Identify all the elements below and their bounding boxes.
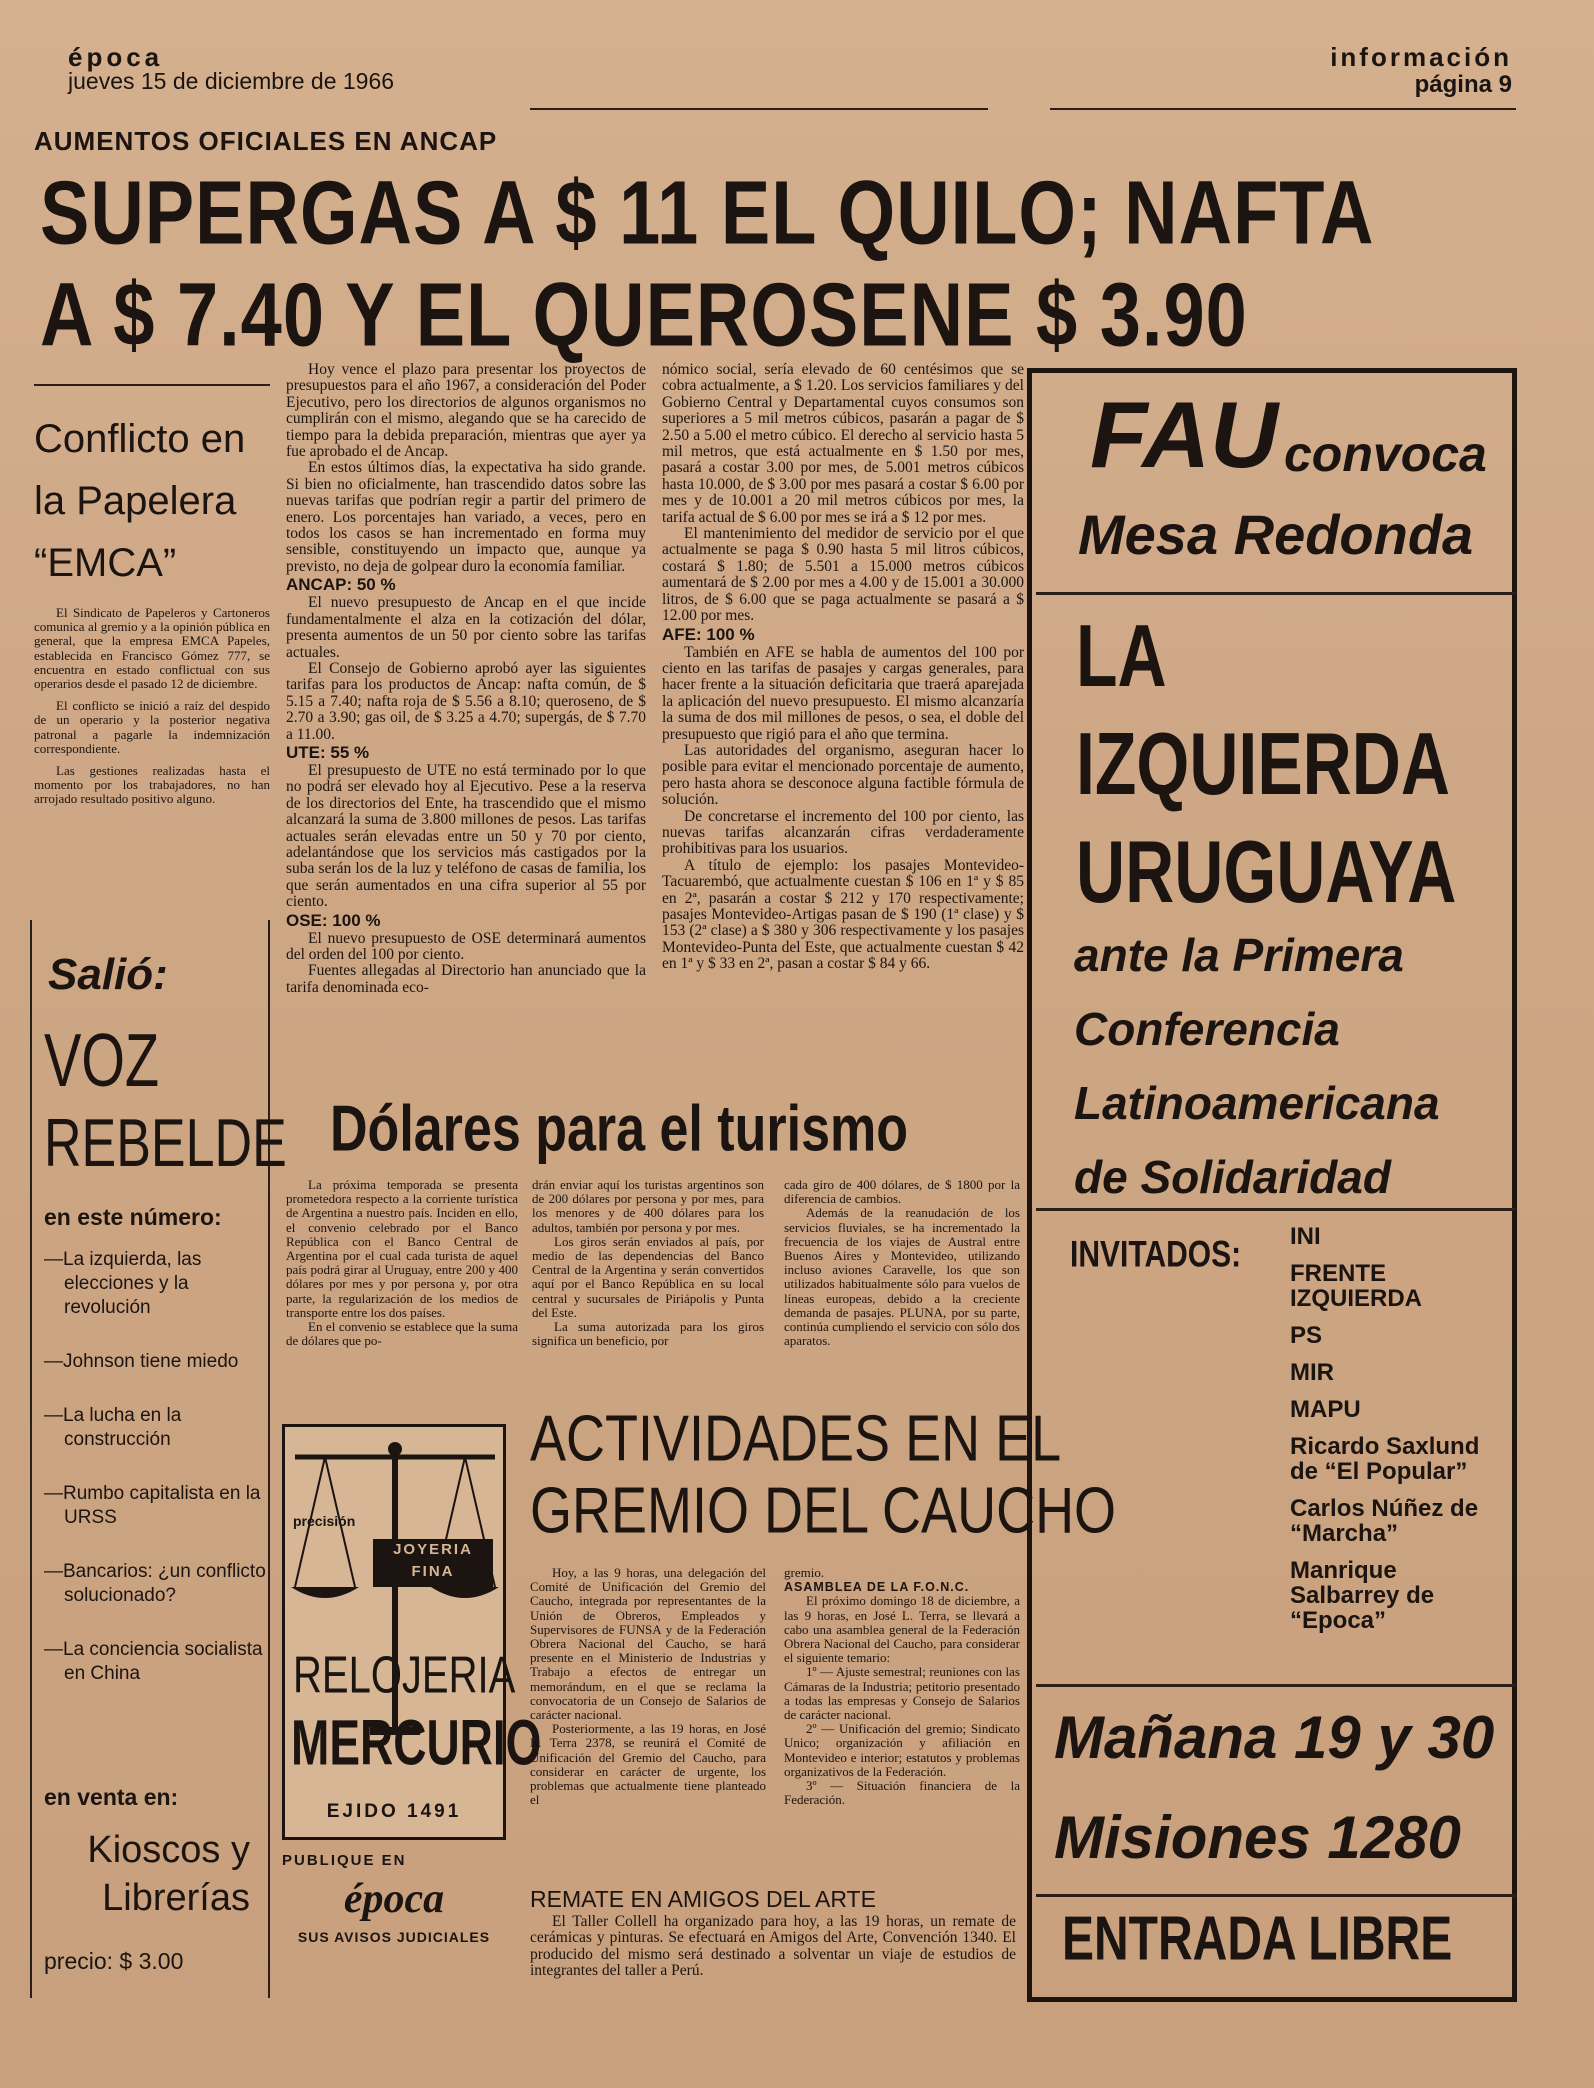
fau-uru-wrap bbox=[1076, 824, 1506, 932]
dolares-paragraph: Los giros serán enviados al país, por medio de las dependencias del Banco Central de la Argentina y serán convertidos aquí por el Banco República en su local central y sucursales de Piriápolis y Punta del Este. bbox=[532, 1233, 764, 1320]
caucho-title-line2: GREMIO DEL CAUCHO bbox=[530, 1474, 1117, 1547]
fau-name: FAU bbox=[1090, 382, 1278, 487]
fau-guest: PS bbox=[1290, 1322, 1323, 1349]
lead-paragraph: También en AFE se habla de aumentos del 100 por ciento en las tarifas de pasajes y cargas generales, para hacer frente a la situación deficitaria que traerá aparejada la aplicación del nuevo presupuesto. El mismo alcanzaría la suma de dos mil millones de pesos, o sea, el doble del presupuesto que rigió para el año que termina. bbox=[662, 643, 1024, 743]
voz-title-line2: REBELDE bbox=[44, 1106, 287, 1182]
papelera-paragraph: El Sindicato de Papeleros y Cartoneros comunica al gremio y a la opinión pública en general, que la empresa EMCA Papeles, establecida en Francisco Gómez 777, se encuentra en estado conflictual con sus operarios desde el pasado 12 de diciembre. bbox=[34, 605, 270, 692]
subhead-ancap: ANCAP: 50 % bbox=[286, 575, 396, 595]
dolares-paragraph: La suma autorizada para los giros significa un beneficio, por bbox=[532, 1319, 764, 1349]
voz-contents-item: —La lucha en la construcción bbox=[44, 1405, 182, 1450]
remate-article bbox=[530, 1914, 1016, 1980]
voz-contents-item: —La izquierda, las elecciones y la revolución bbox=[44, 1249, 202, 1318]
voz-title-line1: VOZ bbox=[44, 1017, 160, 1103]
fau-uruguaya: URUGUAYA bbox=[1076, 822, 1457, 922]
masthead-title: época bbox=[68, 42, 164, 72]
caucho-title-line2-wrap bbox=[530, 1474, 1117, 1548]
mercurio-address: EJIDO 1491 bbox=[326, 1801, 462, 1822]
fau-latinoamericana: Latinoamericana bbox=[1074, 1077, 1440, 1129]
dolares-paragraph: drán enviar aquí los turistas argentinos son de 200 dólares por persona y por mes, para los menores y de 400 dólares para los adultos, también por persona y por mes. bbox=[532, 1177, 764, 1235]
voz-venta-line1: Kioscos y bbox=[87, 1829, 250, 1871]
papelera-title-line1: Conflicto en bbox=[34, 417, 246, 461]
lead-headline-line2: A $ 7.40 Y EL QUEROSENE $ 3.90 bbox=[40, 263, 1248, 365]
fau-rule-1 bbox=[1036, 592, 1516, 595]
fau-mesa-redonda: Mesa Redonda bbox=[1078, 503, 1474, 566]
header-rule-left bbox=[530, 108, 988, 110]
caucho-paragraph: 3º — Situación financiera de la Federación. bbox=[784, 1778, 1020, 1808]
lead-paragraph: Hoy vence el plazo para presentar los proyectos de presupuestos para el año 1967, a consideración del Poder Ejecutivo, pero los directorios de algunos organismos no cumplirán con el mismo, alegando que se ha carecido de tiempo para la debida preparación, mientras que ayer ya fue aprobado el de Ancap. bbox=[286, 361, 646, 461]
caucho-title-line1: ACTIVIDADES EN EL bbox=[530, 1402, 1062, 1475]
caucho-column-1 bbox=[530, 1566, 766, 1807]
fau-conferencia: Conferencia bbox=[1074, 1003, 1340, 1055]
epoca-ad-line2: SUS AVISOS JUDICIALES bbox=[297, 1929, 491, 1945]
headline-line2-wrap bbox=[40, 263, 1440, 366]
mercurio-name-wrap bbox=[291, 1705, 542, 1787]
mercurio-relojeria: RELOJERIA bbox=[293, 1647, 516, 1705]
section-title: información bbox=[1330, 42, 1512, 72]
fau-date-time: Mañana 19 y 30 bbox=[1054, 1704, 1495, 1771]
dolares-paragraph: cada giro de 400 dólares, de $ 1800 por la diferencia de cambios. bbox=[784, 1177, 1020, 1207]
dolares-paragraph: La próxima temporada se presenta prometedora respecto a la corriente turística de Argentina a nuestro país. Inciden en ello, el convenio celebrado por el Banco República con el Banco Central de Argentina por el cual cada turista de aquel país podrá girar al Uruguay, entre 200 y 400 dólares por mes y por persona y, por otra parte, la regularización de los medios de transporte entre los dos países. bbox=[286, 1177, 518, 1320]
fau-guest: MIR bbox=[1290, 1359, 1334, 1386]
voz-box-right-border bbox=[268, 920, 270, 1998]
fau-ante: ante la Primera bbox=[1074, 929, 1404, 981]
fau-guest: Ricardo Saxlund de “El Popular” bbox=[1290, 1433, 1480, 1485]
dolares-title: Dólares para el turismo bbox=[330, 1092, 908, 1166]
voz-venta-places bbox=[30, 1826, 250, 1922]
fau-guest: FRENTE IZQUIERDA bbox=[1290, 1260, 1422, 1312]
voz-contents-item: —Bancarios: ¿un conflicto solucionado? bbox=[44, 1561, 266, 1606]
lead-headline-line1: SUPERGAS A $ 11 EL QUILO; NAFTA bbox=[40, 161, 1375, 263]
remate-title: REMATE EN AMIGOS DEL ARTE bbox=[530, 1886, 876, 1912]
mercurio-joyeria-badge bbox=[373, 1539, 493, 1587]
voz-contents-item: —Rumbo capitalista en la URSS bbox=[44, 1483, 261, 1528]
fau-entrada-wrap bbox=[1062, 1906, 1512, 1986]
caucho-paragraph: El próximo domingo 18 de diciembre, a las 9 horas, en José L. Terra, se llevará a cabo una asamblea general de la Federación Obrera Nacional del Caucho, para considerar el siguiente temario: bbox=[784, 1593, 1020, 1666]
mercurio-fina: FINA bbox=[411, 1563, 455, 1580]
mercurio-name: MERCURIO bbox=[291, 1705, 542, 1779]
caucho-paragraph: gremio. bbox=[784, 1565, 825, 1580]
caucho-column-2 bbox=[784, 1566, 1020, 1807]
dolares-column-2 bbox=[532, 1178, 764, 1348]
header-rule-right bbox=[1050, 108, 1516, 110]
caucho-paragraph: 2º — Unificación del gremio; Sindicato Unico; organización y afiliación en Montevideo e interior; estatutos y problemas organizativos de la Federación. bbox=[784, 1721, 1020, 1779]
lead-paragraph: nómico social, sería elevado de 60 centésimos que se cobra actualmente, a $ 1.20. Los servicios familiares y del Gobierno Central y Departamental cuyos consumos son superiores a 5 mil metros cúbicos, pasarán a pagar de $ 2.50 a 5.00 el metro cúbico. El derecho al servicio hasta 5 mil metros, que está actualmente en $ 1.50 por mes, pasará a costar 3.00 por mes, de 5.001 metros cúbicos hasta 10.000, de $ 3.00 por mes pasará a costar $ 6.00 por mes y de 10.001 a 20 mil metros cúbicos por mes, la tarifa actual de $ 6.00 por mes se irá a $ 12 por mes. bbox=[662, 361, 1024, 526]
mercurio-joyeria: JOYERIA bbox=[393, 1541, 473, 1558]
epoca-ad-line1: PUBLIQUE EN bbox=[282, 1852, 407, 1869]
fau-solidaridad: de Solidaridad bbox=[1074, 1151, 1391, 1203]
dolares-title-wrap bbox=[330, 1094, 990, 1176]
fau-la: LA bbox=[1076, 606, 1167, 706]
fau-rule-3 bbox=[1036, 1684, 1516, 1687]
fau-izquierda: IZQUIERDA bbox=[1076, 714, 1450, 814]
voz-title2-wrap bbox=[44, 1106, 287, 1206]
papelera-title bbox=[34, 408, 274, 594]
lead-paragraph: Fuentes allegadas al Directorio han anunciado que la tarifa denominada eco- bbox=[286, 962, 646, 996]
lead-kicker: AUMENTOS OFICIALES EN ANCAP bbox=[34, 126, 498, 156]
voz-en-venta: en venta en: bbox=[44, 1784, 179, 1810]
dolares-paragraph: Además de la reanudación de los servicios fluviales, se ha incrementado la frecuencia de los viajes de Austral entre Buenos Aires y Montevideo, utilizando incluso aviones Caravelle, los que son utilizados habitualmente sólo para vuelos de líneas europeas, debido a la creciente demanda de pasajes. PLUNA, por su parte, continúa cumpliendo el servicio con sólo dos aparatos. bbox=[784, 1205, 1020, 1349]
issue-date: jueves 15 de diciembre de 1966 bbox=[68, 68, 395, 94]
voz-price: precio: $ 3.00 bbox=[44, 1948, 184, 1974]
caucho-title bbox=[530, 1402, 1117, 1554]
voz-venta-line2: Librerías bbox=[102, 1877, 250, 1919]
dolares-column-3 bbox=[784, 1178, 1020, 1348]
fau-convoca: convoca bbox=[1284, 426, 1487, 482]
voz-salio: Salió: bbox=[48, 950, 168, 999]
lead-paragraph: El presupuesto de UTE no está terminado por lo que no podrá ser elevado hoy al Ejecutivo. Pese a la reserva de los directorios del Ente, ha trascendido que el mismo alcanzará la suma de 3.800 millones de pesos. Las tarifas actuales serán elevadas entre un 50 y 70 por ciento, adelantándose que los servicios más castigados por la suba serán los de la luz y teléfono de casas de familia, los que serán aumentados en una cifra superior al 55 por ciento. bbox=[286, 761, 646, 911]
caucho-paragraph: Hoy, a las 9 horas, una delegación del Comité de Unificación del Gremio del Caucho, integrada por representantes de la Unión de Obreros, Empleados y Supervisores de FUNSA y de la Federación Obrera Nacional del Caucho, se hará presente en el Ministerio de Industrias y Trabajo a efectos de entregar un memorándum, en el que se reclama la convocatoria de un Consejo de Salarios de carácter nacional. bbox=[530, 1565, 766, 1723]
fau-izquierda-wrap bbox=[1076, 608, 1506, 938]
lead-paragraph: En estos últimos días, la expectativa ha sido grande. Si bien no oficialmente, han trascendido datos sobre las nuevas tarifas que podrían regir a partir del primero de enero. Los porcentajes han variado, a veces, pero en todos los casos se han incrementado en forma muy sensible, constituyendo un impacto que, aunque ya previsto, no deja de golpear duro la economía familiar. bbox=[286, 459, 646, 575]
lead-paragraph: El nuevo presupuesto de OSE determinará aumentos del orden del 100 por ciento. bbox=[286, 929, 646, 963]
mercurio-precision: precisión bbox=[293, 1513, 356, 1529]
headline-line1-wrap bbox=[40, 161, 1520, 264]
fau-guest: MAPU bbox=[1290, 1396, 1361, 1423]
papelera-title-line3: “EMCA” bbox=[34, 541, 177, 585]
fau-rule-4 bbox=[1036, 1894, 1516, 1897]
fau-guest: Manrique Salbarrey de “Epoca” bbox=[1290, 1557, 1435, 1634]
dolares-column-1 bbox=[286, 1178, 518, 1348]
caucho-paragraph: 1º — Ajuste semestral; reuniones con las Cámaras de la Industria; petitorio presentado a todas las empresas y Consejo de Salarios de carácter nacional. bbox=[784, 1664, 1020, 1723]
remate-paragraph: El Taller Collell ha organizado para hoy, a las 19 horas, un remate de cerámicas y pinturas. Se efectuará en Amigos del Arte, Convención 1340. El producido del mismo será destinado a solventar un viaje de estudios de integrantes del taller a Perú. bbox=[530, 1913, 1016, 1980]
voz-en-este-numero: en este número: bbox=[44, 1204, 222, 1230]
papelera-title-line2: la Papelera bbox=[34, 479, 237, 523]
dolares-paragraph: En el convenio se establece que la suma de dólares que po- bbox=[286, 1319, 518, 1349]
lead-paragraph: El Consejo de Gobierno aprobó ayer las siguientes tarifas para los productos de Ancap: nafta común, de $ 5.15 a 7.40; nafta roja de $ 5.56 a 8.10; queroseno, de $ 2.70 a 3.90; gas oil, de $ 3.25 a 4.70; supergás, de $ 7.70 a 11.00. bbox=[286, 659, 646, 743]
epoca-logo: época bbox=[343, 1876, 445, 1922]
fau-rule-2 bbox=[1036, 1208, 1516, 1211]
fau-address: Misiones 1280 bbox=[1054, 1804, 1461, 1871]
lead-paragraph: De concretarse el incremento del 100 por ciento, las nuevas tarifas alcanzarán cifras verdaderamente prohibitivas para los usuarios. bbox=[662, 807, 1024, 858]
fau-guest-list bbox=[1290, 1224, 1510, 1645]
lead-column-1 bbox=[286, 362, 646, 996]
voz-contents-list bbox=[44, 1248, 266, 1686]
voz-contents-item: —Johnson tiene miedo bbox=[44, 1351, 239, 1372]
caucho-paragraph: Posteriormente, a las 19 horas, en José L. Terra 2378, se reunirá el Comité de Unificación del Gremio del Caucho, para considerar en carácter de urgente, los problemas que actualmente tiene planteado el bbox=[530, 1721, 766, 1808]
fau-invitados-label: INVITADOS: bbox=[1070, 1234, 1242, 1276]
papelera-paragraph: El conflicto se inició a raíz del despido de un operario y la posterior negativa patronal a pagarle la indemnización correspondiente. bbox=[34, 698, 270, 756]
subhead-ose: OSE: 100 % bbox=[286, 910, 381, 930]
papelera-article bbox=[34, 606, 270, 807]
fau-la-wrap bbox=[1076, 608, 1506, 716]
fau-guest: INI bbox=[1290, 1223, 1321, 1250]
lead-paragraph: El mantenimiento del medidor de servicio por el que actualmente se paga $ 0.90 hasta 5 mil litros cúbicos, costará $ 1.80; de 5.501 a 15.000 metros cúbicos aumentará de $ 2.00 por mes a 4.00 y de 15.001 a 30.000 litros, de $ 6.00 que se paga actualmente se pasará a $ 12.00 por mes. bbox=[662, 525, 1024, 625]
fau-izq-wrap bbox=[1076, 716, 1506, 824]
fau-guest: Carlos Núñez de “Marcha” bbox=[1290, 1495, 1479, 1547]
mercurio-ad bbox=[282, 1424, 542, 1840]
fau-invitados-wrap bbox=[1070, 1234, 1280, 1284]
subhead-ute: UTE: 55 % bbox=[286, 742, 370, 762]
mercurio-relojeria-wrap bbox=[293, 1647, 516, 1707]
papelera-rule bbox=[34, 384, 270, 386]
lead-paragraph: Las autoridades del organismo, aseguran hacer lo posible para evitar el mencionado porcentaje de aumento, pero hasta ahora se desconoce alguna factible fórmula de solución. bbox=[662, 741, 1024, 809]
subhead-afe: AFE: 100 % bbox=[662, 624, 755, 644]
page-number: página 9 bbox=[1414, 71, 1512, 98]
fau-entrada-libre: ENTRADA LIBRE bbox=[1062, 1904, 1453, 1974]
fau-conference bbox=[1074, 918, 1514, 1214]
lead-paragraph: El nuevo presupuesto de Ancap en el que incide fundamentalmente el alza en la cotización del dólar, presenta aumentos de un 50 por ciento sobre las tarifas actuales. bbox=[286, 594, 646, 661]
papelera-paragraph: Las gestiones realizadas hasta el momento por los trabajadores, no han arrojado resultado positivo alguno. bbox=[34, 763, 270, 807]
lead-paragraph: A título de ejemplo: los pasajes Montevideo-Tacuarembó, que actualmente cuestan $ 106 en 1ª y $ 85 en 2ª, pasarán a costar $ 212 y 170 respectivamente; pasajes Montevideo-Artigas pasan de $ 190 (1ª clase) y $ 153 (2ª clase) a $ 380 y 306 respectivamente y los pasajes Montevideo-Punta del Este, que actualmente cuestan $ 42 en 1ª y $ 33 en 2ª, pasan a costar $ 84 y 66. bbox=[662, 856, 1024, 973]
voz-contents-item: —La conciencia socialista en China bbox=[44, 1639, 263, 1684]
epoca-ad bbox=[282, 1852, 506, 1972]
caucho-title-line1-wrap bbox=[530, 1402, 1062, 1476]
lead-column-2 bbox=[662, 362, 1024, 973]
caucho-subhead: ASAMBLEA DE LA F.O.N.C. bbox=[784, 1580, 970, 1595]
